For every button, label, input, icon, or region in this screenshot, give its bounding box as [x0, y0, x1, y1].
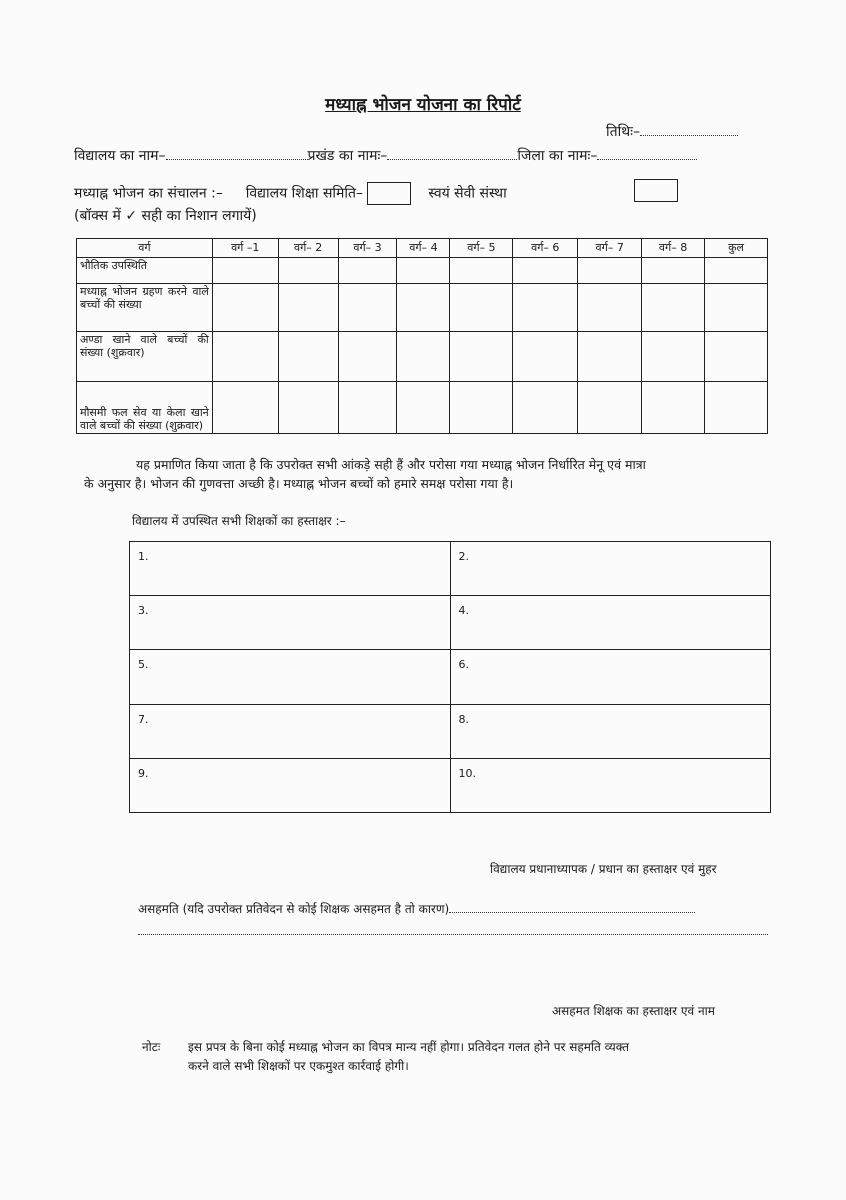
- table-row: [77, 332, 768, 382]
- table-cell[interactable]: [450, 258, 513, 284]
- table-cell[interactable]: [513, 258, 578, 284]
- signature-grid: [129, 541, 771, 813]
- table-cell[interactable]: [212, 382, 278, 434]
- table-cell[interactable]: [513, 382, 578, 434]
- signature-number: 7.: [138, 712, 149, 726]
- certification-line-2: के अनुसार है। भोजन की गुणवत्ता अच्छी है। मध्याह्न भोजन बच्चों को हमारे समक्ष परोसा गया है।: [84, 476, 514, 491]
- row-label: मध्याह्न भोजन ग्रहण करने वाले बच्चों की संख्या: [77, 284, 213, 332]
- ngo-checkbox-wrap: [634, 179, 678, 202]
- signature-slot[interactable]: [450, 704, 771, 758]
- table-cell[interactable]: [705, 258, 768, 284]
- signature-number: 9.: [138, 766, 149, 780]
- table-header-row: [77, 239, 768, 258]
- signature-slot[interactable]: [450, 650, 771, 704]
- ngo-checkbox[interactable]: [634, 179, 678, 202]
- signature-slot[interactable]: [130, 704, 451, 758]
- date-label: तिथिः–: [606, 124, 641, 140]
- disagreeing-teacher-signature-label: असहमत शिक्षक का हस्ताक्षर एवं नाम: [552, 1004, 715, 1018]
- table-cell[interactable]: [578, 332, 642, 382]
- table-header: वर्ग –1: [212, 239, 278, 258]
- table-header: वर्ग– 2: [278, 239, 338, 258]
- signature-slot[interactable]: [130, 758, 451, 812]
- signature-number: 10.: [458, 766, 476, 780]
- ngo-label: स्वयं सेवी संस्था: [428, 185, 507, 202]
- table-cell[interactable]: [705, 284, 768, 332]
- table-cell[interactable]: [642, 382, 705, 434]
- table-cell[interactable]: [450, 284, 513, 332]
- table-cell[interactable]: [338, 258, 397, 284]
- note-line-1: इस प्रपत्र के बिना कोई मध्याह्न भोजन का विपत्र मान्य नहीं होगा। प्रतिवेदन गलत होने पर सहमति व्यक्त: [188, 1040, 629, 1054]
- table-cell[interactable]: [278, 284, 338, 332]
- signature-slot[interactable]: [130, 650, 451, 704]
- table-header: वर्ग: [77, 239, 213, 258]
- district-field[interactable]: [597, 147, 697, 160]
- table-header: कुल: [705, 239, 768, 258]
- signature-number: 4.: [458, 604, 469, 618]
- table-header: वर्ग– 3: [338, 239, 397, 258]
- signature-number: 5.: [138, 658, 149, 672]
- block-field[interactable]: [387, 147, 517, 160]
- table-cell[interactable]: [212, 284, 278, 332]
- table-cell[interactable]: [642, 284, 705, 332]
- signature-number: 2.: [458, 550, 469, 563]
- signature-slot[interactable]: [450, 758, 771, 812]
- table-header: वर्ग– 6: [513, 239, 578, 258]
- row-label: अण्डा खाने वाले बच्चों की संख्या (शुक्रवार): [77, 332, 213, 382]
- table-cell[interactable]: [212, 332, 278, 382]
- table-cell[interactable]: [397, 258, 450, 284]
- certification-line-1: यह प्रमाणित किया जाता है कि उपरोक्त सभी आंकड़े सही हैं और परोसा गया मध्याह्न भोजन निर्धारित मेनू एवं मात्रा: [136, 457, 646, 472]
- table-cell[interactable]: [338, 382, 397, 434]
- signature-number: 3.: [138, 604, 149, 618]
- disagreement-label: असहमति (यदि उपरोक्त प्रतिवेदन से कोई शिक्षक असहमत है तो कारण): [138, 902, 450, 916]
- note-text: [188, 1038, 629, 1076]
- table-cell[interactable]: [578, 284, 642, 332]
- row-label: भौतिक उपस्थिति: [77, 258, 213, 284]
- row-label: मौसमी फल सेव या केला खाने वाले बच्चों की संख्या (शुक्रवार): [77, 382, 213, 434]
- disagreement-field[interactable]: [449, 900, 695, 913]
- headmaster-signature-label: विद्यालय प्रधानाध्यापक / प्रधान का हस्ताक्षर एवं मुहर: [490, 862, 717, 876]
- block-label: प्रखंड का नामः–: [307, 148, 388, 164]
- table-cell[interactable]: [278, 382, 338, 434]
- school-name-label: विद्यालय का नाम–: [74, 148, 166, 164]
- table-cell[interactable]: [450, 382, 513, 434]
- teachers-signature-heading: विद्यालय में उपस्थित सभी शिक्षकों का हस्ताक्षर :–: [132, 514, 346, 528]
- note-label: नोटः: [142, 1040, 161, 1054]
- signature-number: 6.: [458, 658, 469, 672]
- signature-slot[interactable]: [450, 542, 771, 596]
- table-cell[interactable]: [513, 332, 578, 382]
- signature-slot[interactable]: [130, 542, 451, 596]
- table-cell[interactable]: [450, 332, 513, 382]
- table-row: [77, 258, 768, 284]
- tick-instruction: (बॉक्स में ✓ सही का निशान लगायें): [74, 208, 257, 224]
- district-label: जिला का नामः–: [517, 148, 598, 164]
- disagreement-field-line-2[interactable]: [138, 922, 768, 935]
- operation-row: [74, 182, 507, 205]
- table-cell[interactable]: [397, 332, 450, 382]
- date-row: [606, 122, 738, 141]
- table-cell[interactable]: [338, 284, 397, 332]
- table-cell[interactable]: [705, 332, 768, 382]
- table-cell[interactable]: [578, 382, 642, 434]
- table-header: वर्ग– 4: [397, 239, 450, 258]
- table-cell[interactable]: [278, 332, 338, 382]
- table-cell[interactable]: [397, 284, 450, 332]
- table-header: वर्ग– 8: [642, 239, 705, 258]
- table-cell[interactable]: [705, 382, 768, 434]
- date-field[interactable]: [640, 123, 738, 136]
- table-cell[interactable]: [513, 284, 578, 332]
- attendance-table: [76, 238, 768, 434]
- note-line-2: करने वाले सभी शिक्षकों पर एकमुश्त कार्रवाई होगी।: [188, 1059, 409, 1073]
- table-cell[interactable]: [642, 258, 705, 284]
- table-header: वर्ग– 5: [450, 239, 513, 258]
- table-row: [77, 382, 768, 434]
- school-info-row: [74, 146, 697, 165]
- table-header: वर्ग– 7: [578, 239, 642, 258]
- page-title: मध्याह्न भोजन योजना का रिपोर्ट: [325, 95, 521, 115]
- committee-checkbox[interactable]: [367, 182, 411, 205]
- operation-label: मध्याह्न भोजन का संचालन :–: [74, 185, 223, 202]
- table-cell[interactable]: [642, 332, 705, 382]
- table-cell[interactable]: [578, 258, 642, 284]
- signature-number: 1.: [138, 550, 149, 563]
- table-cell[interactable]: [212, 258, 278, 284]
- disagreement-row: [138, 900, 695, 917]
- table-cell[interactable]: [278, 258, 338, 284]
- signature-slot[interactable]: [130, 596, 451, 650]
- table-cell[interactable]: [338, 332, 397, 382]
- table-cell[interactable]: [397, 382, 450, 434]
- signature-number: 8.: [458, 712, 469, 726]
- signature-slot[interactable]: [450, 596, 771, 650]
- committee-label: विद्यालय शिक्षा समिति–: [245, 185, 364, 202]
- table-row: [77, 284, 768, 332]
- school-name-field[interactable]: [166, 147, 308, 160]
